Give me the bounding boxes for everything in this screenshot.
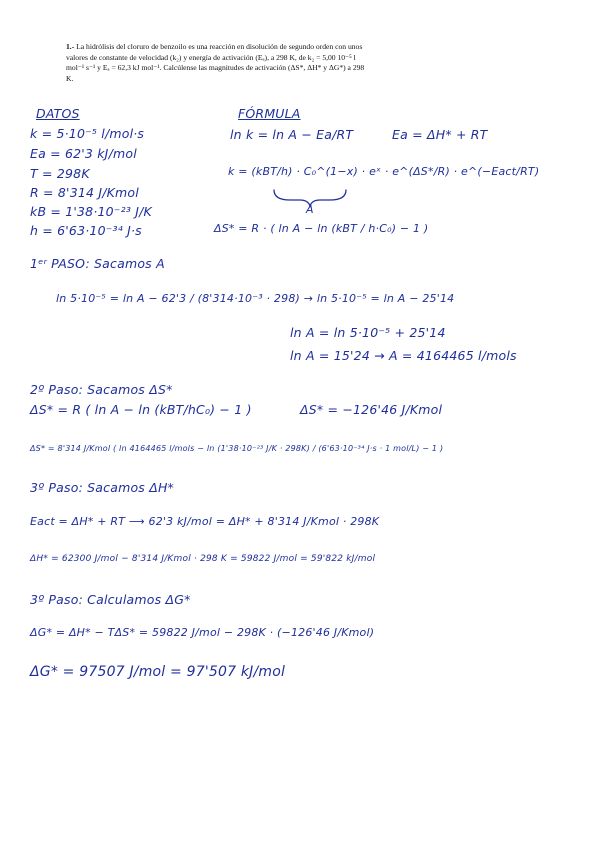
- step3-line-1: Eact = ΔH* + RT ⟶ 62'3 kJ/mol = ΔH* + 8'314 J/Kmol · 298K: [30, 515, 380, 528]
- step4-heading: 3º Paso: Calculamos ΔG*: [30, 592, 191, 607]
- step1-line-2: ln A = ln 5·10⁻⁵ + 25'14: [290, 325, 446, 340]
- formula-eyring: k = (kBT/h) · C₀^(1−x) · eˣ · e^(ΔS*/R) · e^(−Eact/RT): [228, 165, 540, 178]
- step1-heading: 1ᵉʳ PASO: Sacamos A: [30, 256, 165, 271]
- problem-number: 1.-: [66, 42, 75, 51]
- datos-line-k: k = 5·10⁻⁵ l/mol·s: [30, 126, 145, 141]
- step2-heading: 2º Paso: Sacamos ΔS*: [30, 382, 173, 397]
- step2-result: ΔS* = −126'46 J/Kmol: [300, 402, 443, 417]
- formula-brace-label: A: [306, 203, 314, 216]
- step2-formula: ΔS* = R ( ln A − ln (kBT/hC₀) − 1 ): [30, 402, 252, 417]
- datos-line-t: T = 298K: [30, 166, 90, 181]
- step2-substitution: ΔS* = 8'314 J/Kmol ( ln 4164465 l/mols − ln (1'38·10⁻²³ J/K · 298K) / (6'63·10⁻³⁴ J·s · 1 mol/L) − 1 ): [30, 444, 444, 453]
- formula-ea: Ea = ΔH* + RT: [392, 127, 488, 142]
- datos-line-h: h = 6'63·10⁻³⁴ J·s: [30, 223, 142, 238]
- step1-line-1: ln 5·10⁻⁵ = ln A − 62'3 / (8'314·10⁻³ · 298) → ln 5·10⁻⁵ = ln A − 25'14: [56, 292, 455, 305]
- datos-line-kb: kB = 1'38·10⁻²³ J/K: [30, 204, 152, 219]
- step4-line-2: ΔG* = 97507 J/mol = 97'507 kJ/mol: [30, 664, 286, 680]
- step3-heading: 3º Paso: Sacamos ΔH*: [30, 480, 174, 495]
- datos-heading: DATOS: [36, 106, 80, 121]
- problem-text: La hidrólisis del cloruro de benzoilo es una reacción en disolución de segundo orden con unos valores de constante de velocidad (k₂) y energía de activación (Eₐ), a 298 K, de k₂ = 5,00 10⁻⁵ l mol⁻¹ s⁻¹ y Eₐ = 62,3 kJ mol⁻¹. Calcúlense las magnitudes de activación (ΔS*, ΔH* y ΔG*) a 298 K.: [66, 42, 365, 83]
- datos-line-ea: Ea = 62'3 kJ/mol: [30, 146, 137, 161]
- datos-line-r: R = 8'314 J/Kmol: [30, 185, 139, 200]
- formula-ln-k: ln k = ln A − Ea/RT: [230, 127, 354, 142]
- formula-heading: FÓRMULA: [238, 106, 301, 121]
- step4-line-1: ΔG* = ΔH* − TΔS* = 59822 J/mol − 298K · (−126'46 J/Kmol): [30, 626, 375, 639]
- formula-delta-s: ΔS* = R · ( ln A − ln (kBT / h·C₀) − 1 ): [214, 222, 429, 235]
- step3-line-2: ΔH* = 62300 J/mol − 8'314 J/Kmol · 298 K = 59822 J/mol = 59'822 kJ/mol: [30, 554, 376, 564]
- step1-line-3: ln A = 15'24 → A = 4164465 l/mols: [290, 348, 517, 363]
- brace-stroke: [274, 190, 346, 206]
